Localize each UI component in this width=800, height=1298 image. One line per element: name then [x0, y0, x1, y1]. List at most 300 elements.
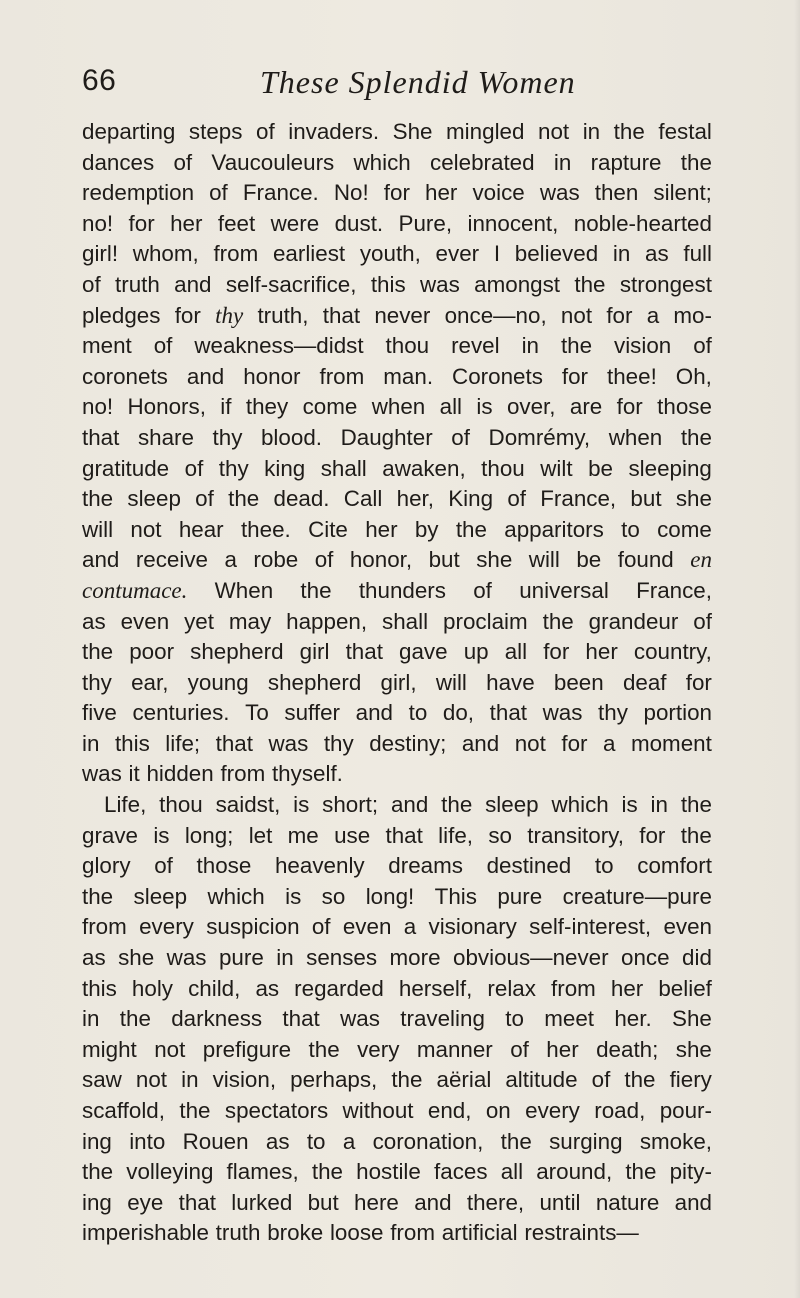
- word: this: [82, 975, 117, 1001]
- word: receive: [135, 547, 209, 573]
- word: into: [129, 1128, 166, 1154]
- word: When: [214, 577, 274, 603]
- word: eye: [127, 1189, 164, 1215]
- word: the: [560, 333, 593, 359]
- word: more: [389, 945, 441, 971]
- word: gratitude: [82, 455, 170, 481]
- word: but: [307, 1189, 339, 1215]
- text-line: [82, 423, 712, 454]
- word: ever: [435, 241, 480, 267]
- word: been: [553, 669, 604, 695]
- text-line: [82, 607, 712, 638]
- word: revel: [451, 333, 500, 359]
- word: thy: [82, 669, 112, 695]
- word: will: [528, 547, 560, 573]
- word: thou: [159, 792, 203, 818]
- word: of: [507, 486, 526, 512]
- body-text: [82, 117, 712, 1249]
- word: for: [128, 210, 155, 236]
- word: ear,: [131, 669, 169, 695]
- word: Daughter: [340, 424, 433, 450]
- word: darkness: [171, 1006, 263, 1032]
- word: a: [403, 914, 417, 940]
- word: dances: [82, 149, 155, 175]
- word: mingled: [446, 119, 525, 144]
- word: ing: [82, 1128, 112, 1154]
- word: restraints—: [524, 1220, 639, 1246]
- word: was: [340, 1006, 380, 1032]
- word: yet: [184, 608, 214, 634]
- word: road,: [594, 1098, 646, 1123]
- word: of: [693, 608, 712, 634]
- word: was: [166, 945, 207, 971]
- word: is: [621, 792, 638, 818]
- word: and: [390, 792, 429, 818]
- word: around,: [536, 1159, 613, 1185]
- word: her: [610, 975, 644, 1001]
- word: aërial: [436, 1067, 492, 1093]
- word: very: [357, 1036, 400, 1062]
- word: comfort: [637, 853, 712, 879]
- word: it: [128, 761, 140, 787]
- word: thy: [218, 455, 249, 481]
- word: self-sacrifice,: [225, 271, 357, 297]
- word: shall: [320, 455, 367, 481]
- word: here: [354, 1189, 399, 1215]
- text-line: [82, 943, 712, 974]
- word: all: [500, 1159, 524, 1185]
- word: for: [685, 669, 712, 695]
- word: the: [82, 639, 114, 665]
- word: thy: [598, 700, 628, 726]
- word: weakness—didst: [194, 333, 364, 359]
- word: prefigure: [202, 1036, 292, 1062]
- word: moment: [630, 730, 712, 756]
- word: holy: [131, 975, 173, 1001]
- word: grave: [82, 822, 139, 848]
- word: for: [606, 302, 633, 328]
- word: if: [220, 394, 232, 420]
- word: in: [276, 945, 294, 971]
- word: the: [82, 486, 114, 512]
- word: sleep: [127, 486, 181, 512]
- word: of: [173, 149, 193, 175]
- word: the: [119, 1006, 151, 1032]
- text-line: [82, 668, 712, 699]
- word: young: [187, 669, 249, 695]
- word: was: [539, 180, 580, 206]
- word: have: [486, 669, 535, 695]
- word: this: [114, 730, 150, 756]
- word: flames,: [226, 1159, 299, 1185]
- word: spectators: [224, 1098, 329, 1123]
- word: girl!: [82, 241, 119, 267]
- word: youth,: [359, 241, 421, 267]
- word: she: [675, 486, 712, 512]
- word: will: [82, 516, 114, 542]
- word: a: [603, 730, 616, 756]
- text-line: [82, 362, 712, 393]
- word: vision,: [212, 1067, 277, 1093]
- word: use: [334, 822, 371, 848]
- word: all: [439, 394, 463, 420]
- word: a: [224, 547, 237, 573]
- word: when: [371, 394, 426, 420]
- word: are: [569, 394, 603, 420]
- page-number: 66: [82, 64, 117, 97]
- word: thunders: [358, 577, 446, 603]
- word: from: [82, 914, 127, 940]
- word: destiny;: [369, 730, 447, 756]
- word: even: [663, 914, 712, 940]
- word: pour-: [659, 1098, 712, 1123]
- word: that: [178, 1189, 216, 1215]
- word: centuries.: [132, 700, 230, 726]
- word: dust.: [334, 210, 384, 236]
- word: France.: [242, 180, 319, 206]
- word: the: [82, 883, 114, 909]
- word: so: [488, 822, 512, 848]
- word: silent;: [653, 180, 712, 206]
- text-line: [82, 1004, 712, 1035]
- word: but: [428, 547, 460, 573]
- word: five: [82, 700, 117, 726]
- word: even: [120, 608, 170, 634]
- word: to: [594, 853, 614, 879]
- word: from: [551, 975, 596, 1001]
- word: her: [365, 516, 398, 542]
- word: shall: [382, 608, 429, 634]
- word: me: [287, 822, 319, 848]
- word: the: [613, 119, 645, 144]
- word: all: [504, 639, 528, 665]
- word: saidst,: [215, 792, 281, 818]
- word: in: [181, 1067, 199, 1093]
- word: of: [451, 424, 470, 450]
- word: to: [408, 700, 428, 726]
- text-line: [82, 1096, 712, 1127]
- word: her: [546, 1036, 579, 1062]
- running-head: [82, 64, 712, 104]
- word: believed: [514, 241, 599, 267]
- word: that: [322, 302, 361, 328]
- word: strongest: [619, 271, 712, 297]
- word: in: [553, 149, 572, 175]
- word: apparitors: [504, 516, 604, 542]
- word: for: [174, 302, 201, 328]
- text-line: [82, 1157, 712, 1188]
- word: was: [268, 730, 309, 756]
- word: rapture: [590, 149, 662, 175]
- word: in: [82, 730, 100, 756]
- word: found: [617, 547, 674, 573]
- word: life,: [438, 822, 474, 848]
- word: happen,: [286, 608, 368, 634]
- word: girl: [299, 639, 330, 665]
- text-line: [82, 576, 712, 607]
- word: pure: [497, 883, 543, 909]
- word: but: [630, 486, 662, 512]
- word: mo-: [673, 302, 712, 328]
- word: invaders.: [288, 119, 380, 144]
- word: suffer: [284, 700, 341, 726]
- word: of: [693, 333, 712, 359]
- word: Domrémy,: [488, 424, 591, 450]
- word: life;: [165, 730, 201, 756]
- word: shepherd: [267, 669, 362, 695]
- word: which: [551, 792, 609, 818]
- word: Oh,: [675, 363, 712, 389]
- word: thy: [215, 302, 244, 328]
- word: her,: [396, 486, 434, 512]
- word: that: [345, 639, 383, 665]
- word: of: [153, 333, 173, 359]
- word: suspicion: [206, 914, 300, 940]
- word: until: [539, 1189, 581, 1215]
- word: of: [473, 577, 492, 603]
- word: those: [196, 853, 252, 879]
- word: honor: [243, 363, 301, 389]
- word: She: [392, 119, 433, 144]
- word: in: [650, 792, 668, 818]
- word: never: [374, 302, 431, 328]
- word: King: [448, 486, 494, 512]
- word: en: [690, 547, 712, 573]
- word: hostile: [356, 1159, 421, 1185]
- word: and: [186, 363, 225, 389]
- word: nature: [595, 1189, 660, 1215]
- text-line: [82, 1035, 712, 1066]
- text-line: [82, 759, 712, 790]
- word: manner: [416, 1036, 493, 1062]
- text-line: [82, 301, 712, 332]
- book-title: These Splendid Women: [260, 64, 576, 100]
- word: of: [311, 914, 331, 940]
- word: for: [561, 730, 588, 756]
- word: which: [207, 883, 265, 909]
- word: for: [561, 363, 589, 389]
- word: and: [82, 547, 120, 573]
- word: for: [543, 639, 570, 665]
- word: truth: [215, 1220, 261, 1246]
- word: a: [342, 1128, 356, 1154]
- word: to: [621, 516, 640, 542]
- word: departing: [82, 119, 176, 144]
- word: and: [461, 730, 500, 756]
- word: was: [542, 700, 583, 726]
- word: belief: [658, 975, 712, 1001]
- word: by: [414, 516, 439, 542]
- word: innocent,: [467, 210, 559, 236]
- word: when: [608, 424, 663, 450]
- word: as: [255, 975, 280, 1001]
- word: truth: [115, 271, 160, 297]
- word: celebrated: [430, 149, 535, 175]
- word: feet: [217, 210, 256, 236]
- word: up: [463, 639, 489, 665]
- text-line: [82, 882, 712, 913]
- word: of: [209, 180, 228, 206]
- text-line: [82, 239, 712, 270]
- word: imperishable: [82, 1220, 209, 1246]
- word: This: [434, 883, 477, 909]
- word: gave: [399, 639, 448, 665]
- word: fiery: [669, 1067, 712, 1093]
- text-line: [82, 392, 712, 423]
- word: the: [455, 516, 487, 542]
- word: saw: [82, 1067, 122, 1093]
- word: and: [674, 1189, 712, 1215]
- word: earliest: [272, 241, 346, 267]
- word: robe: [253, 547, 299, 573]
- word: girl,: [380, 669, 417, 695]
- word: awaken,: [382, 455, 466, 481]
- word: might: [82, 1036, 137, 1062]
- word: as: [265, 1128, 290, 1154]
- word: Cite: [308, 516, 348, 542]
- word: did: [682, 945, 712, 971]
- text-line: [82, 148, 712, 179]
- word: was: [419, 271, 460, 297]
- word: not: [135, 1067, 168, 1093]
- word: her: [170, 210, 203, 236]
- word: She: [672, 1006, 712, 1032]
- word: for: [616, 394, 643, 420]
- word: redemption: [82, 180, 195, 206]
- word: thy: [212, 424, 243, 450]
- word: thee.: [240, 516, 291, 542]
- word: not: [154, 1036, 186, 1062]
- word: as: [645, 241, 669, 267]
- word: let: [248, 822, 273, 848]
- word: in: [521, 333, 539, 359]
- word: creature—pure: [562, 883, 712, 909]
- word: is: [293, 792, 310, 818]
- word: To: [245, 700, 269, 726]
- word: scaffold,: [82, 1098, 165, 1123]
- word: that: [489, 700, 527, 726]
- word: child,: [188, 975, 241, 1001]
- word: not: [538, 119, 570, 144]
- word: of: [256, 119, 275, 144]
- word: Coronets: [452, 363, 543, 389]
- word: I: [493, 241, 501, 267]
- word: that: [282, 1006, 320, 1032]
- word: poor: [129, 639, 175, 665]
- word: for: [383, 180, 410, 206]
- word: the: [542, 608, 574, 634]
- word: was: [82, 761, 122, 787]
- word: the: [311, 1159, 343, 1185]
- word: that: [215, 730, 253, 756]
- text-line: [82, 515, 712, 546]
- word: is: [153, 822, 170, 848]
- word: Life,: [104, 792, 147, 818]
- word: to: [505, 1006, 524, 1032]
- word: were: [270, 210, 320, 236]
- word: ment: [82, 333, 132, 359]
- word: amongst: [474, 271, 561, 297]
- text-line: [82, 1127, 712, 1158]
- word: broke: [267, 1220, 324, 1246]
- word: contumace.: [82, 577, 188, 603]
- word: thy: [323, 730, 354, 756]
- word: her: [585, 639, 618, 665]
- text-line: [82, 790, 712, 821]
- word: the: [574, 271, 606, 297]
- word: proclaim: [443, 608, 528, 634]
- word: ing: [82, 1189, 112, 1215]
- word: dead.: [273, 486, 330, 512]
- word: lurked: [231, 1189, 293, 1215]
- text-line: [82, 209, 712, 240]
- word: come: [302, 394, 358, 420]
- word: and: [355, 700, 393, 726]
- word: Honors,: [127, 394, 206, 420]
- text-line: [82, 1188, 712, 1219]
- text-line: [82, 484, 712, 515]
- word: that: [82, 424, 120, 450]
- word: over,: [506, 394, 556, 420]
- word: to: [306, 1128, 326, 1154]
- word: the: [624, 1067, 656, 1093]
- word: not: [560, 302, 593, 328]
- word: not: [514, 730, 546, 756]
- word: country,: [633, 639, 712, 665]
- word: will: [435, 669, 467, 695]
- word: the: [680, 149, 712, 175]
- word: there,: [466, 1189, 525, 1215]
- word: once: [621, 945, 670, 971]
- word: of: [154, 853, 173, 879]
- word: as: [82, 608, 106, 634]
- word: in: [82, 1006, 100, 1032]
- word: surging: [549, 1128, 623, 1154]
- text-line: [82, 698, 712, 729]
- word: long;: [184, 822, 234, 848]
- word: volleying: [126, 1159, 214, 1185]
- word: the: [228, 486, 260, 512]
- word: they: [245, 394, 289, 420]
- word: and: [414, 1189, 452, 1215]
- word: loose: [329, 1220, 384, 1246]
- text-line: [82, 851, 712, 882]
- word: visionary: [428, 914, 517, 940]
- word: is: [476, 394, 493, 420]
- word: a: [646, 302, 660, 328]
- word: pure: [218, 945, 264, 971]
- word: as: [82, 945, 106, 971]
- word: honor,: [349, 547, 413, 573]
- word: so: [321, 883, 346, 909]
- text-line: [82, 117, 712, 148]
- word: be: [588, 455, 613, 481]
- word: of: [510, 1036, 529, 1062]
- word: artificial: [441, 1220, 518, 1246]
- text-line: [82, 270, 712, 301]
- word: hidden: [146, 761, 214, 787]
- word: every: [139, 914, 194, 940]
- word: thou: [481, 455, 525, 481]
- text-line: [82, 821, 712, 852]
- word: truth,: [257, 302, 309, 328]
- word: the: [300, 577, 332, 603]
- word: she: [476, 547, 513, 573]
- word: glory: [82, 853, 131, 879]
- word: Rouen: [182, 1128, 249, 1154]
- text-line: [82, 1065, 712, 1096]
- word: this: [370, 271, 406, 297]
